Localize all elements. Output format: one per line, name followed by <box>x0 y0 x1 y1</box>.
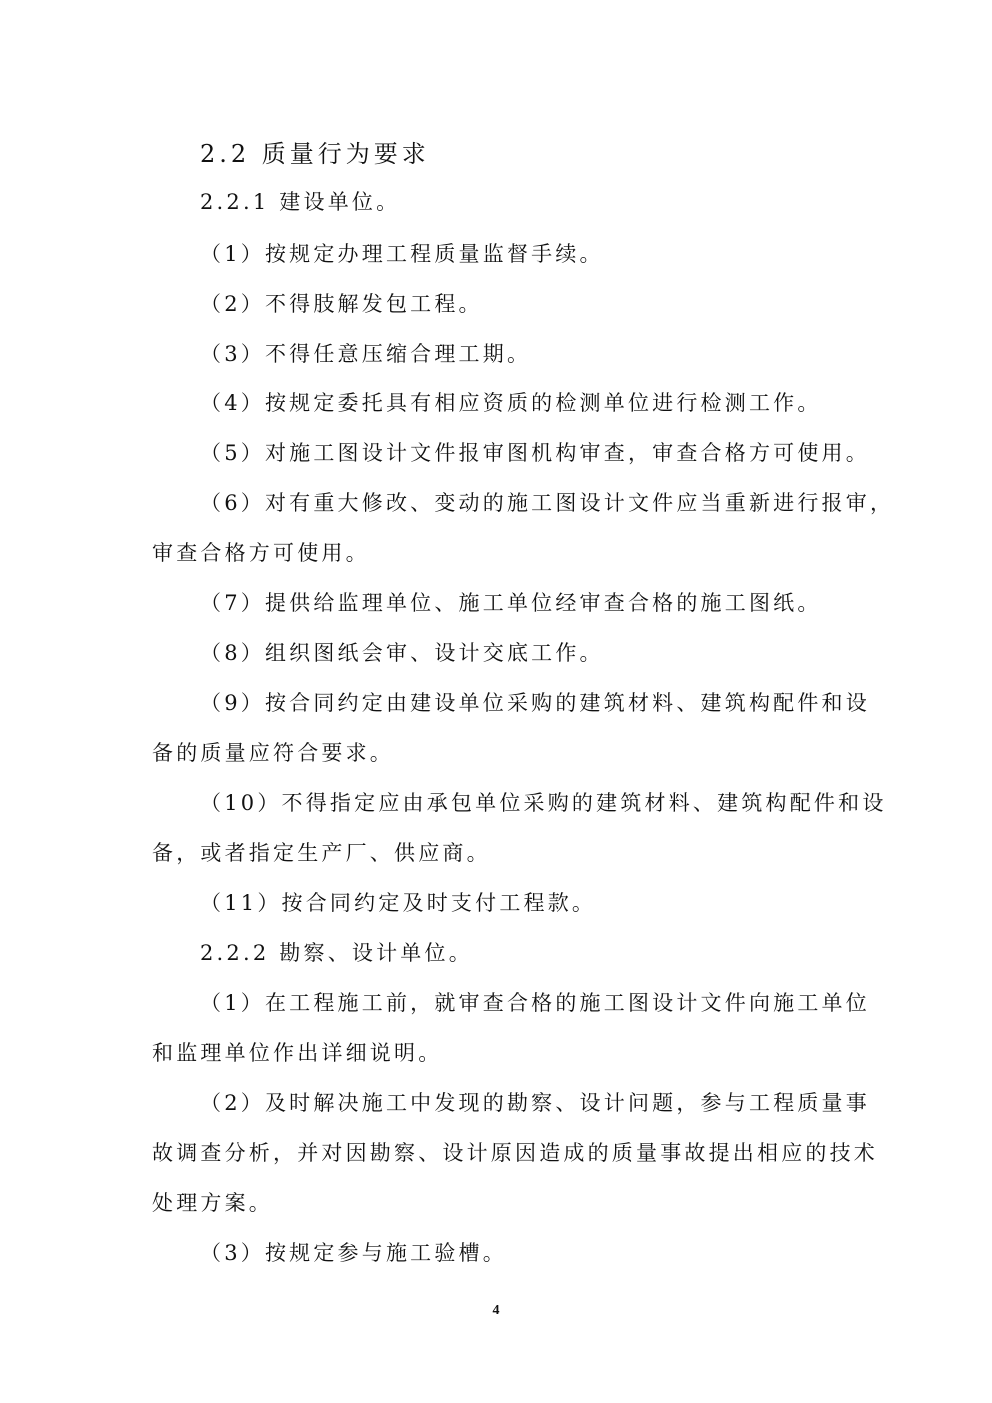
list-item: （2）不得肢解发包工程。 <box>200 292 483 316</box>
list-item-continuation: 审查合格方可使用。 <box>152 541 370 565</box>
page-number: 4 <box>492 1303 500 1318</box>
list-item: （4）按规定委托具有相应资质的检测单位进行检测工作。 <box>200 391 822 415</box>
list-item-continuation: 备，或者指定生产厂、供应商。 <box>152 841 491 865</box>
list-item: （3）不得任意压缩合理工期。 <box>200 342 532 366</box>
list-item: （1）在工程施工前，就审查合格的施工图设计文件向施工单位 <box>200 991 870 1015</box>
list-item-continuation: 备的质量应符合要求。 <box>152 741 394 765</box>
list-item: （11）按合同约定及时支付工程款。 <box>200 891 597 915</box>
list-item-continuation: 和监理单位作出详细说明。 <box>152 1041 443 1065</box>
list-item: （9）按合同约定由建设单位采购的建筑材料、建筑构配件和设 <box>200 691 870 715</box>
list-item: （1）按规定办理工程质量监督手续。 <box>200 242 604 266</box>
list-item: （3）按规定参与施工验槽。 <box>200 1241 507 1265</box>
list-item-continuation: 故调查分析，并对因勘察、设计原因造成的质量事故提出相应的技术 <box>152 1141 878 1165</box>
section-heading: 2.2 质量行为要求 <box>200 140 430 168</box>
list-item: （7）提供给监理单位、施工单位经审查合格的施工图纸。 <box>200 591 822 615</box>
list-item: （2）及时解决施工中发现的勘察、设计问题，参与工程质量事 <box>200 1091 870 1115</box>
list-item: （8）组织图纸会审、设计交底工作。 <box>200 641 604 665</box>
subsection-title: 2.2.2 勘察、设计单位。 <box>200 941 473 965</box>
list-item-continuation: 处理方案。 <box>152 1191 273 1215</box>
subsection-title: 2.2.1 建设单位。 <box>200 190 401 214</box>
list-item: （6）对有重大修改、变动的施工图设计文件应当重新进行报审， <box>200 491 895 515</box>
list-item: （10）不得指定应由承包单位采购的建筑材料、建筑构配件和设 <box>200 791 887 815</box>
list-item: （5）对施工图设计文件报审图机构审查，审查合格方可使用。 <box>200 441 870 465</box>
